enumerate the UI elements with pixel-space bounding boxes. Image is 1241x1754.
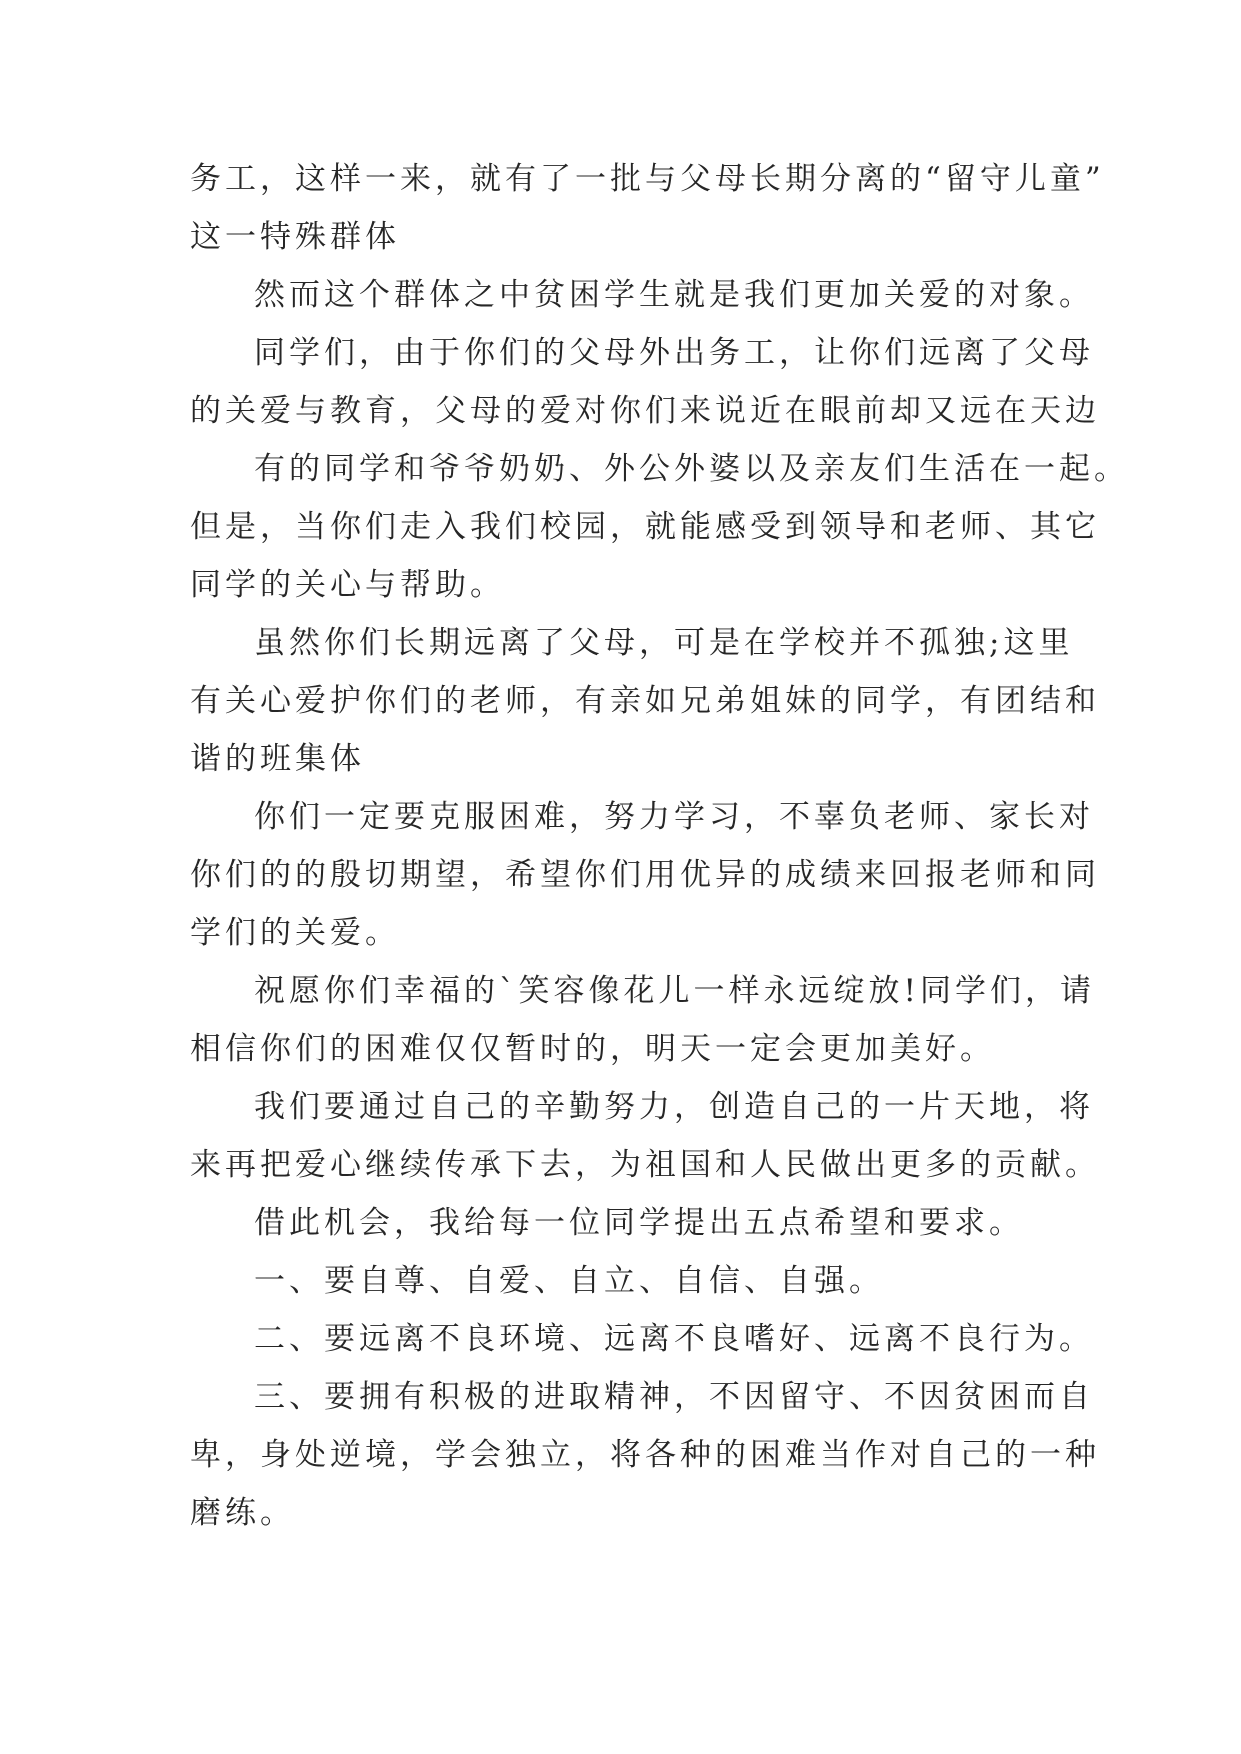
text-line: 有关心爱护你们的老师，有亲如兄弟姐妹的同学，有团结和 [190, 683, 1100, 719]
text-line: 务工，这样一来，就有了一批与父母长期分离的“留守儿童” [190, 161, 1105, 197]
text-line: 一、要自尊、自爱、自立、自信、自强。 [254, 1263, 884, 1299]
text-line: 磨练。 [190, 1495, 295, 1531]
text-line: 卑，身处逆境，学会独立，将各种的困难当作对自己的一种 [190, 1437, 1100, 1473]
text-line: 有的同学和爷爷奶奶、外公外婆以及亲友们生活在一起。 [254, 451, 1129, 487]
text-line: 但是，当你们走入我们校园，就能感受到领导和老师、其它 [190, 509, 1100, 545]
text-line: 你们的的殷切期望，希望你们用优异的成绩来回报老师和同 [190, 857, 1100, 893]
document-body [190, 150, 1129, 1542]
text-line: 祝愿你们幸福的`笑容像花儿一样永远绽放!同学们，请 [254, 973, 1095, 1009]
text-line: 同学的关心与帮助。 [190, 567, 505, 603]
text-line: 你们一定要克服困难，努力学习，不辜负老师、家长对 [254, 799, 1094, 835]
text-line: 虽然你们长期远离了父母，可是在学校并不孤独;这里 [254, 625, 1074, 661]
text-line: 然而这个群体之中贫困学生就是我们更加关爱的对象。 [254, 277, 1094, 313]
text-line: 相信你们的困难仅仅暂时的，明天一定会更加美好。 [190, 1031, 995, 1067]
text-line: 我们要通过自己的辛勤努力，创造自己的一片天地，将 [254, 1089, 1094, 1125]
text-line: 的关爱与教育，父母的爱对你们来说近在眼前却又远在天边 [190, 393, 1100, 429]
text-line: 借此机会，我给每一位同学提出五点希望和要求。 [254, 1205, 1024, 1241]
text-line: 同学们，由于你们的父母外出务工，让你们远离了父母 [254, 335, 1094, 371]
text-line: 二、要远离不良环境、远离不良嗜好、远离不良行为。 [254, 1321, 1094, 1357]
text-line: 学们的关爱。 [190, 915, 400, 951]
text-line: 谐的班集体 [190, 741, 365, 777]
text-line: 来再把爱心继续传承下去，为祖国和人民做出更多的贡献。 [190, 1147, 1100, 1183]
text-line: 这一特殊群体 [190, 219, 400, 255]
text-line: 三、要拥有积极的进取精神，不因留守、不因贫困而自 [254, 1379, 1094, 1415]
